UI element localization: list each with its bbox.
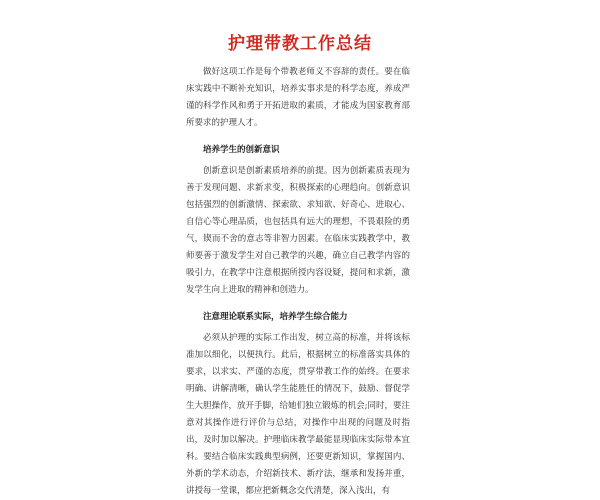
paragraph-innovation: 创新意识是创新素质培养的前提。因为创新素质表现为善于发现问题、求新求变，积极探索的心理趋向。创新意识包括强烈的创新激情、探索欲、求知欲、好奇心、进取心、自信心等心理品质，也包括具有远大的理想，不畏艰险的勇气，锲而不舍的意志等非智力因素。在临床实践教学中，教师要善于激发学生对自己教学的兴趣，确立自己教学内容的吸引力，在教学中注意根据所授内容设疑，提问和求新，激发学生向上进取的精神和创造力。 [186, 166, 410, 295]
section-heading-innovation: 培养学生的创新意识 [203, 145, 280, 155]
paragraph-practice: 必须从护理的实际工作出发，树立高的标准，并将该标准加以细化，以便执行。此后，根据树立的标准落实具体的要求，以求实、严谨的态度，贯穿带教工作的始终。在要求明确、讲解清晰，确认学生能胜任的情况下，鼓励、督促学生大胆操作，放开手脚，给她们独立锻炼的机会;同时，要注意对其操作进行评价与总结，对操作中出现的问题及时指出，及时加以解决。护理临床教学最能显现临床实际带本宜科。要结合临床实践典型病例，还要更新知识，掌握国内、外新的学术动态，介绍新技术、新疗法，继承和发扬并重，讲授每一堂课，都应把新概念交代清楚，深入浅出，有 [186, 333, 410, 496]
paragraph-intro: 做好这项工作是每个带教老师义不容辞的责任。要在临床实践中不断补充知识，培养实事求是的科学态度，养成严谨的科学作风和勇于开拓进取的素质，才能成为国家教育部所要求的护理人才。 [186, 67, 410, 128]
document-title: 护理带教工作总结 [228, 34, 372, 54]
section-heading-practice: 注意理论联系实际，培养学生综合能力 [203, 312, 348, 322]
spacer [186, 132, 410, 136]
spacer [186, 299, 410, 303]
document-body [186, 64, 410, 500]
